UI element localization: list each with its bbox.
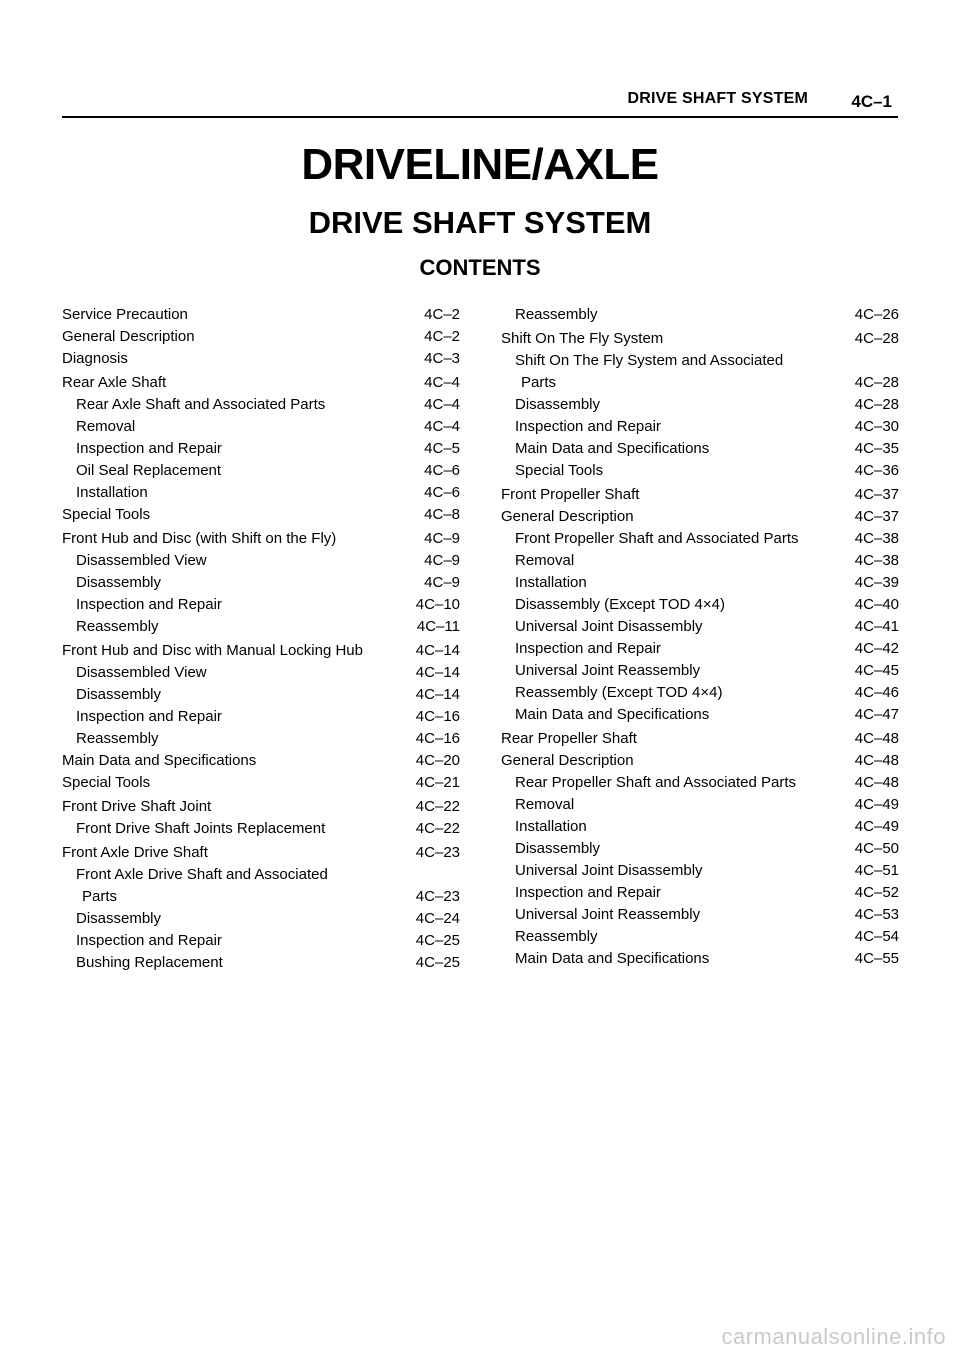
toc-label: Special Tools (62, 506, 154, 523)
toc-entry[interactable] (501, 572, 899, 594)
toc-label: Rear Axle Shaft (62, 374, 170, 391)
toc-page: 4C–11 (390, 616, 460, 638)
toc-label: Oil Seal Replacement (76, 462, 225, 479)
toc-page: 4C–38 (829, 550, 899, 572)
toc-page: 4C–46 (829, 682, 899, 704)
toc-entry[interactable] (62, 572, 460, 594)
header-section-title: DRIVE SHAFT SYSTEM (627, 90, 808, 107)
contents-heading: CONTENTS (419, 255, 541, 280)
toc-entry[interactable] (501, 816, 899, 838)
toc-label: Disassembly (515, 396, 604, 413)
toc-page: 4C–2 (390, 326, 460, 348)
toc-label: Inspection and Repair (515, 418, 665, 435)
toc-label: General Description (501, 508, 638, 525)
toc-entry[interactable] (501, 660, 899, 682)
toc-label: Shift On The Fly System and Associated (515, 352, 787, 369)
toc-label: Bushing Replacement (76, 954, 227, 971)
toc-label: Rear Propeller Shaft and Associated Parts (515, 774, 800, 791)
toc-label: Disassembly (76, 574, 165, 591)
toc-entry[interactable] (501, 372, 899, 394)
toc-entry[interactable] (501, 594, 899, 616)
toc-entry[interactable] (62, 348, 460, 370)
toc-page: 4C–53 (829, 904, 899, 926)
toc-page: 4C–14 (390, 684, 460, 706)
toc-page: 4C–48 (829, 750, 899, 772)
toc-page: 4C–48 (829, 728, 899, 750)
toc-label: Reassembly (515, 928, 602, 945)
toc-label: Front Hub and Disc (with Shift on the Fly) (62, 530, 340, 547)
toc-entry[interactable] (501, 304, 899, 326)
toc-label: Disassembly (515, 840, 604, 857)
toc-label: Front Propeller Shaft (501, 486, 643, 503)
toc-page: 4C–5 (390, 438, 460, 460)
toc-label: Removal (76, 418, 139, 435)
toc-entry[interactable] (62, 416, 460, 438)
toc-page: 4C–45 (829, 660, 899, 682)
toc-page: 4C–25 (390, 930, 460, 952)
toc-page: 4C–4 (390, 394, 460, 416)
toc-page: 4C–38 (829, 528, 899, 550)
toc-label: Inspection and Repair (76, 708, 226, 725)
toc-label: Disassembled View (76, 664, 211, 681)
toc-page: 4C–50 (829, 838, 899, 860)
toc-label: Installation (76, 484, 152, 501)
toc-entry[interactable] (501, 926, 899, 948)
toc-page: 4C–39 (829, 572, 899, 594)
toc-page: 4C–14 (390, 662, 460, 684)
toc-label: Universal Joint Reassembly (515, 906, 704, 923)
toc-entry[interactable] (501, 838, 899, 860)
toc-page: 4C–42 (829, 638, 899, 660)
toc-entry[interactable] (62, 772, 460, 794)
toc-label: Disassembly (76, 686, 165, 703)
toc-entry[interactable] (62, 504, 460, 526)
toc-label: Installation (515, 574, 591, 591)
toc-entry[interactable] (62, 952, 460, 974)
toc-label: General Description (62, 328, 199, 345)
toc-page: 4C–40 (829, 594, 899, 616)
toc-label: Front Hub and Disc with Manual Locking Hub (62, 642, 367, 659)
toc-page: 4C–16 (390, 728, 460, 750)
toc-label: Inspection and Repair (76, 440, 226, 457)
toc-page: 4C–3 (390, 348, 460, 370)
toc-page: 4C–37 (829, 484, 899, 506)
toc-entry[interactable] (62, 728, 460, 750)
toc-page: 4C–55 (829, 948, 899, 970)
toc-entry[interactable] (501, 948, 899, 970)
toc-page: 4C–22 (390, 818, 460, 840)
toc-page: 4C–54 (829, 926, 899, 948)
toc-entry[interactable] (501, 394, 899, 416)
toc-label: Rear Axle Shaft and Associated Parts (76, 396, 329, 413)
toc-entry[interactable] (501, 550, 899, 572)
toc-label: Universal Joint Disassembly (515, 618, 707, 635)
toc-label: Disassembly (76, 910, 165, 927)
toc-page: 4C–2 (390, 304, 460, 326)
toc-page: 4C–35 (829, 438, 899, 460)
toc-label: Reassembly (76, 618, 163, 635)
toc-entry[interactable] (62, 640, 460, 662)
toc-label: Removal (515, 552, 578, 569)
toc-page: 4C–51 (829, 860, 899, 882)
toc-label: Inspection and Repair (515, 640, 665, 657)
toc-entry[interactable] (501, 506, 899, 528)
toc-page: 4C–37 (829, 506, 899, 528)
toc-page: 4C–9 (390, 550, 460, 572)
toc-entry[interactable] (501, 704, 899, 726)
chapter-title: DRIVELINE/AXLE (301, 140, 659, 189)
toc-label: Service Precaution (62, 306, 192, 323)
toc-page: 4C–52 (829, 882, 899, 904)
toc-page: 4C–16 (390, 706, 460, 728)
toc-entry[interactable] (62, 550, 460, 572)
toc-entry[interactable] (501, 484, 899, 506)
toc-entry[interactable] (62, 908, 460, 930)
toc-label: Inspection and Repair (76, 596, 226, 613)
toc-entry[interactable] (501, 638, 899, 660)
toc-entry[interactable] (501, 616, 899, 638)
toc-page: 4C–4 (390, 416, 460, 438)
toc-left-column (62, 304, 460, 974)
toc-entry[interactable] (501, 728, 899, 750)
toc-page: 4C–23 (390, 842, 460, 864)
header-page-number: 4C–1 (851, 92, 892, 111)
toc-label: Reassembly (76, 730, 163, 747)
toc-page: 4C–41 (829, 616, 899, 638)
toc-page: 4C–48 (829, 772, 899, 794)
toc-label: Shift On The Fly System (501, 330, 667, 347)
toc-label: Universal Joint Reassembly (515, 662, 704, 679)
toc-page: 4C–22 (390, 796, 460, 818)
toc-page: 4C–47 (829, 704, 899, 726)
toc-label: Parts (82, 888, 121, 905)
toc-entry[interactable] (501, 460, 899, 482)
toc-label: General Description (501, 752, 638, 769)
toc-page: 4C–24 (390, 908, 460, 930)
toc-entry[interactable] (62, 326, 460, 348)
running-header (62, 88, 898, 118)
toc-label: Diagnosis (62, 350, 132, 367)
toc-entry[interactable] (62, 886, 460, 908)
toc-entry[interactable] (62, 460, 460, 482)
toc-entry[interactable] (501, 682, 899, 704)
toc-page: 4C–28 (829, 394, 899, 416)
toc-entry[interactable] (62, 796, 460, 818)
toc-entry[interactable] (501, 438, 899, 460)
toc-page: 4C–14 (390, 640, 460, 662)
toc-right-column (501, 304, 899, 970)
toc-page: 4C–49 (829, 816, 899, 838)
toc-entry[interactable] (62, 528, 460, 550)
toc-label: Disassembled View (76, 552, 211, 569)
toc-page: 4C–49 (829, 794, 899, 816)
toc-label: Main Data and Specifications (515, 950, 713, 967)
toc-label: Front Propeller Shaft and Associated Parts (515, 530, 802, 547)
toc-entry[interactable] (501, 350, 899, 372)
toc-entry[interactable] (501, 882, 899, 904)
toc-label: Front Axle Drive Shaft (62, 844, 212, 861)
watermark: carmanualsonline.info (721, 1324, 946, 1349)
toc-entry[interactable] (501, 750, 899, 772)
toc-entry[interactable] (62, 706, 460, 728)
toc-label: Front Axle Drive Shaft and Associated (76, 866, 332, 883)
toc-page: 4C–6 (390, 460, 460, 482)
toc-entry[interactable] (62, 438, 460, 460)
toc-entry[interactable] (62, 842, 460, 864)
toc-entry[interactable] (501, 772, 899, 794)
toc-page: 4C–8 (390, 504, 460, 526)
toc-page: 4C–23 (390, 886, 460, 908)
toc-label: Special Tools (515, 462, 607, 479)
toc-entry[interactable] (62, 482, 460, 504)
toc-label: Inspection and Repair (515, 884, 665, 901)
toc-label: Front Drive Shaft Joint (62, 798, 215, 815)
toc-entry[interactable] (62, 372, 460, 394)
toc-page: 4C–36 (829, 460, 899, 482)
toc-label: Reassembly (515, 306, 602, 323)
toc-page: 4C–28 (829, 328, 899, 350)
toc-page: 4C–28 (829, 372, 899, 394)
toc-page: 4C–10 (390, 594, 460, 616)
toc-entry[interactable] (62, 616, 460, 638)
toc-entry[interactable] (62, 662, 460, 684)
toc-entry[interactable] (62, 818, 460, 840)
section-title: DRIVE SHAFT SYSTEM (308, 205, 652, 240)
toc-label: Main Data and Specifications (62, 752, 260, 769)
toc-label: Front Drive Shaft Joints Replacement (76, 820, 329, 837)
toc-page: 4C–9 (390, 528, 460, 550)
toc-page: 4C–25 (390, 952, 460, 974)
toc-entry[interactable] (501, 904, 899, 926)
toc-entry[interactable] (501, 528, 899, 550)
toc-label: Main Data and Specifications (515, 440, 713, 457)
toc-label: Inspection and Repair (76, 932, 226, 949)
toc-page: 4C–4 (390, 372, 460, 394)
toc-label: Installation (515, 818, 591, 835)
toc-entry[interactable] (501, 794, 899, 816)
toc-entry[interactable] (62, 394, 460, 416)
toc-page: 4C–26 (829, 304, 899, 326)
toc-entry[interactable] (62, 594, 460, 616)
toc-page: 4C–6 (390, 482, 460, 504)
toc-entry[interactable] (62, 930, 460, 952)
toc-entry[interactable] (501, 416, 899, 438)
toc-label: Main Data and Specifications (515, 706, 713, 723)
toc-label: Special Tools (62, 774, 154, 791)
toc-page: 4C–20 (390, 750, 460, 772)
toc-label: Removal (515, 796, 578, 813)
toc-label: Disassembly (Except TOD 4×4) (515, 596, 729, 613)
toc-label: Reassembly (Except TOD 4×4) (515, 684, 726, 701)
toc-entry[interactable] (62, 864, 460, 886)
toc-page: 4C–9 (390, 572, 460, 594)
toc-page: 4C–21 (390, 772, 460, 794)
toc-entry[interactable] (62, 684, 460, 706)
toc-page: 4C–30 (829, 416, 899, 438)
toc-entry[interactable] (501, 328, 899, 350)
toc-label: Rear Propeller Shaft (501, 730, 641, 747)
toc-label: Parts (521, 374, 560, 391)
toc-entry[interactable] (62, 304, 460, 326)
toc-entry[interactable] (62, 750, 460, 772)
toc-entry[interactable] (501, 860, 899, 882)
toc-label: Universal Joint Disassembly (515, 862, 707, 879)
